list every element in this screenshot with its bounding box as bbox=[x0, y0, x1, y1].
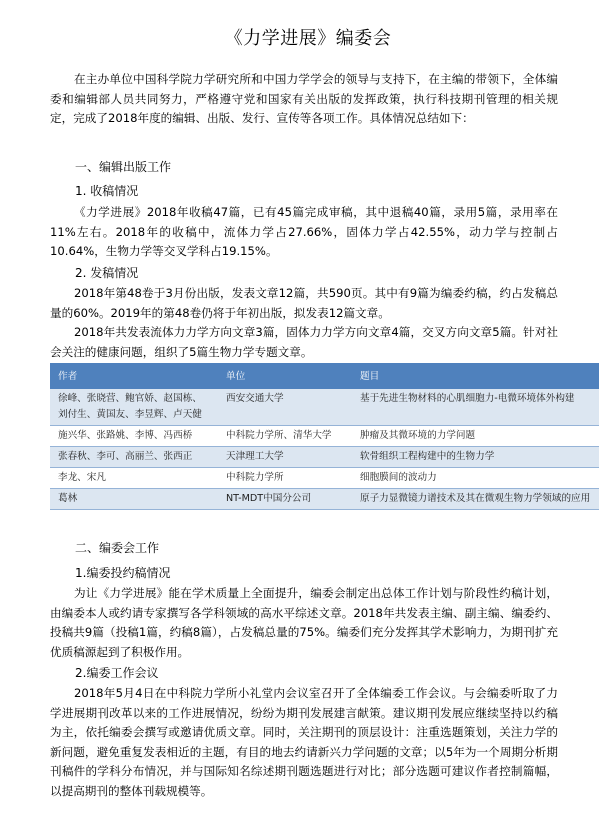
cell-affiliation: 西安交通大学 bbox=[218, 389, 352, 426]
paragraph-editorial-meeting: 2018年5月4日在中科院力学所小礼堂内会议室召开了全体编委工作会议。与会编委听取了力学进展期刊改革以来的工作进展情况，纷纷为期刊发展建言献策。建议期刊发展应继续坚持以约稿为主，依托编委会撰写或邀请优质文章。同时，关注期刊的顶层设计：注重选题策划，关注力学的新问题，避免重复发表相近的主题，有目的地去约请新兴力学问题的文章；以5年为一个周期分析期刊稿件的学科分布情况，并与国际知名综述期刊题选题进行对比；部分选题可建议作者控制篇幅，以提高期刊的整体刊载规模等。 bbox=[50, 686, 558, 798]
cell-affiliation: NT-MDT中国分公司 bbox=[218, 489, 352, 510]
table-row bbox=[50, 426, 599, 447]
cell-title: 原子力显微镜力谱技术及其在微观生物力学领域的应用 bbox=[352, 489, 599, 510]
header-title: 题目 bbox=[352, 363, 599, 389]
header-author: 作者 bbox=[50, 363, 218, 389]
subsection-1-1-heading: 1. 收稿情况 bbox=[75, 184, 139, 198]
cell-affiliation: 中科院力学所 bbox=[218, 468, 352, 489]
subsection-2-1-heading: 1.编委投约稿情况 bbox=[75, 566, 171, 580]
articles-table bbox=[50, 363, 599, 510]
cell-affiliation: 天津理工大学 bbox=[218, 447, 352, 468]
cell-author: 李龙、宋凡 bbox=[50, 468, 218, 489]
table-row bbox=[50, 489, 599, 510]
cell-title: 细胞膜间的波动力 bbox=[352, 468, 599, 489]
section-1-heading: 一、编辑出版工作 bbox=[75, 160, 172, 174]
intro-paragraph: 在主办单位中国科学院力学研究所和中国力学学会的领导与支持下，在主编的带领下，全体编委和编辑部人员共同努力，严格遵守党和国家有关出版的发挥政策，执行科技期刊管理的相关规定，完成了2018年度的编辑、出版、发行、宣传等各项工作。具体情况总结如下： bbox=[50, 72, 558, 125]
cell-title: 肿瘤及其微环境的力学问题 bbox=[352, 426, 599, 447]
cell-author: 施兴华、张路姚、李博、冯西桥 bbox=[50, 426, 218, 447]
table-row bbox=[50, 389, 599, 426]
paragraph-publishing: 2018年第48卷于3月份出版，发表文章12篇，共590页。其中有9篇为编委约稿，约占发稿总量的60%。2019年的第48卷仍将于年初出版，拟发表12篇文章。 bbox=[50, 286, 558, 320]
subsection-2-2-heading: 2.编委工作会议 bbox=[75, 666, 159, 680]
paragraph-topics: 2018年共发表流体力力学方向文章3篇，固体力力学方向文章4篇，交叉方向文章5篇。针对社会关注的健康问题，组织了5篇生物力学专题文章。 bbox=[50, 325, 558, 359]
table-row bbox=[50, 468, 599, 489]
section-2-heading: 二、编委会工作 bbox=[75, 541, 160, 555]
cell-affiliation: 中科院力学所、清华大学 bbox=[218, 426, 352, 447]
cell-author: 葛林 bbox=[50, 489, 218, 510]
paragraph-submissions: 《力学进展》2018年收稿47篇，已有45篇完成审稿，其中退稿40篇，录用5篇，录用率在11%左右。2018年的收稿中，流体力学占27.66%，固体力学占42.55%，动力学与控制占10.64%，生物力学等交叉学科占19.15%。 bbox=[50, 205, 558, 258]
subsection-1-2-heading: 2. 发稿情况 bbox=[75, 266, 139, 280]
table-header-row bbox=[50, 363, 599, 389]
cell-author: 徐峰、张晓营、鲍官娇、赵国栋、刘付生、黄国友、李昱辉、卢天健 bbox=[50, 389, 218, 426]
paragraph-editorial-contributions: 为让《力学进展》能在学术质量上全面提升，编委会制定出总体工作计划与阶段性约稿计划，由编委本人或约请专家撰写各学科领域的高水平综述文章。2018年共发表主编、副主编、编委约、投稿共9篇（投稿1篇，约稿8篇），占发稿总量的75%。编委们充分发挥其学术影响力，为期刊扩充优质稿源起到了积极作用。 bbox=[50, 586, 558, 659]
cell-title: 基于先进生物材料的心肌细胞力-电微环境体外构建 bbox=[352, 389, 599, 426]
cell-author: 张春秋、李可、高丽兰、张西正 bbox=[50, 447, 218, 468]
document-title: 《力学进展》编委会 bbox=[224, 28, 392, 49]
cell-title: 软骨组织工程构建中的生物力学 bbox=[352, 447, 599, 468]
table-row bbox=[50, 447, 599, 468]
header-affiliation: 单位 bbox=[218, 363, 352, 389]
